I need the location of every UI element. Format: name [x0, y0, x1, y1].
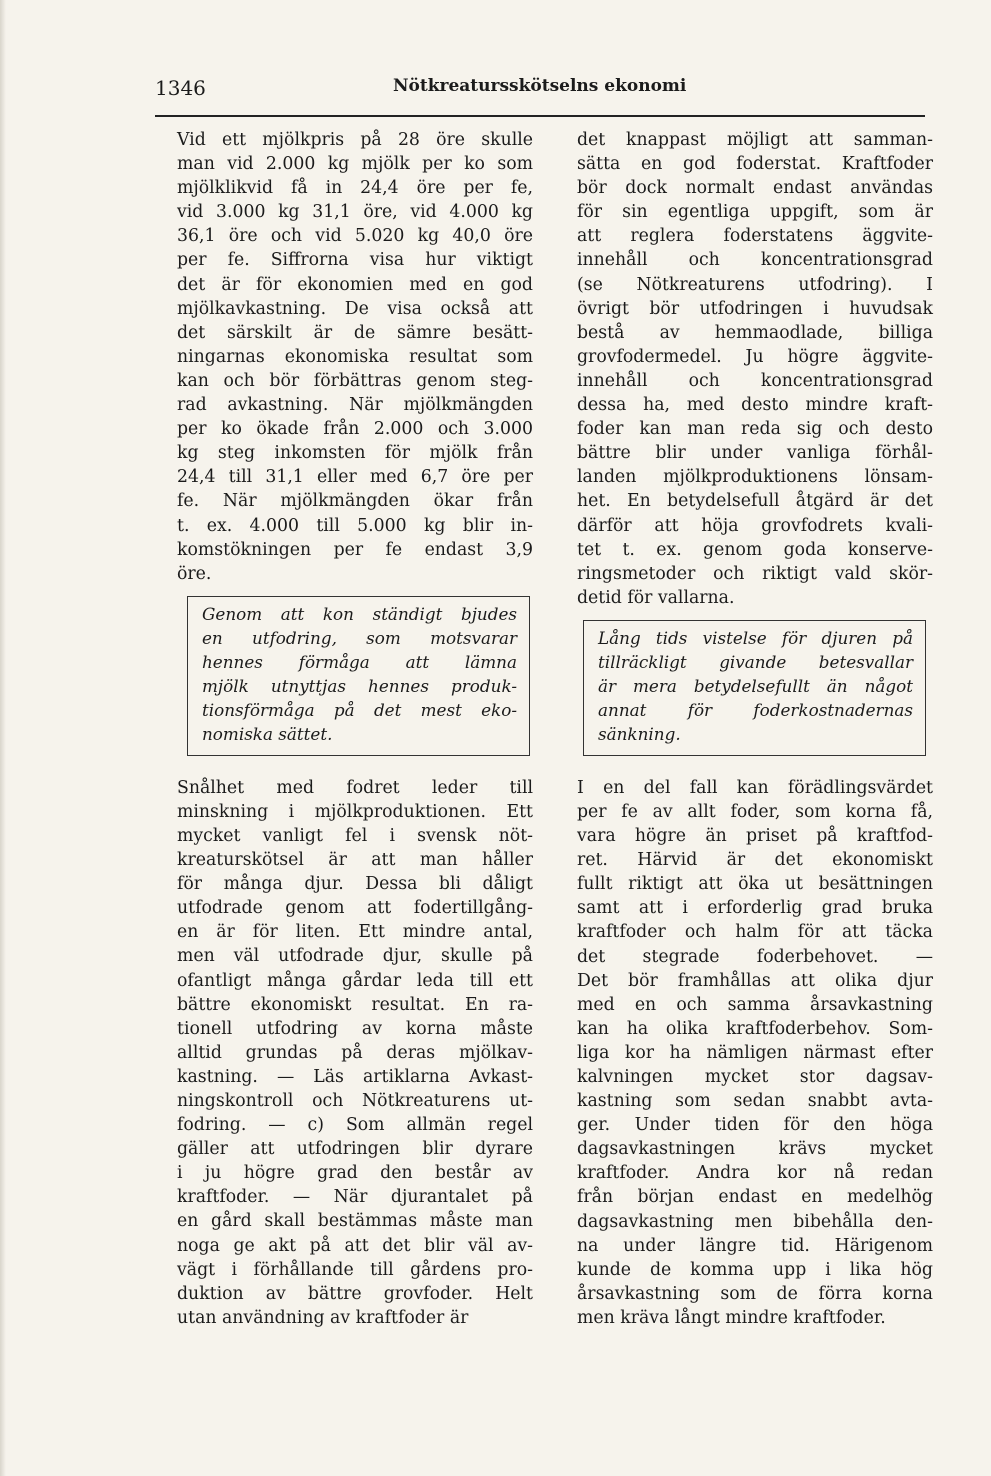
text-line: bör dock normalt endast användas	[577, 178, 933, 199]
page-edge	[0, 0, 6, 1476]
text-line: ofantligt många gårdar leda till ett	[177, 970, 533, 991]
text-line: för sin egentliga uppgift, som är	[577, 202, 933, 223]
text-line: nomiska sättet.	[202, 723, 333, 744]
text-line: en utfodring, som motsvarar	[202, 627, 517, 648]
text-line: tionell utfodring av korna måste	[177, 1018, 533, 1039]
text-line: är mera betydelsefullt än något	[598, 675, 913, 696]
running-title: Nötkreatursskötselns ekonomi	[393, 76, 687, 96]
text-line: gäller att utfodringen blir dyrare	[177, 1139, 533, 1160]
text-line: med en och samma årsavkastning	[577, 994, 933, 1015]
highlight-box	[583, 620, 926, 756]
highlight-box	[187, 596, 530, 756]
right-column	[577, 128, 933, 1330]
page-header	[155, 76, 925, 106]
text-line: Snålhet med fodret leder till	[177, 777, 533, 798]
text-line: mjölk utnyttjas hennes produk-	[202, 675, 517, 696]
text-line: ger. Under tiden för den höga	[577, 1115, 933, 1136]
text-line: mjölkavkastning. De visa också att	[177, 298, 533, 319]
header-rule	[155, 115, 925, 117]
text-line: foder kan man reda sig och desto	[577, 419, 933, 440]
text-line: sänkning.	[598, 723, 681, 744]
text-line: 24,4 till 31,1 eller med 6,7 öre per	[177, 467, 533, 488]
text-line: att reglera foderstatens äggvite-	[577, 226, 933, 247]
text-line: mjölklikvid få in 24,4 öre per fe,	[177, 178, 533, 199]
highlight-text	[598, 626, 913, 746]
text-line: men väl utfodrade djur, skulle på	[177, 946, 533, 967]
text-line: kalvningen mycket stor dagsav-	[577, 1067, 933, 1087]
text-line: årsavkastning som de förra korna	[577, 1283, 933, 1304]
text-line: kastning. — Läs artiklarna Avkast-	[177, 1066, 533, 1087]
text-line: na under längre tid. Härigenom	[577, 1235, 933, 1256]
text-line: kraftfoder. Andra kor nå redan	[577, 1163, 933, 1184]
text-line: en är för liten. Ett mindre antal,	[177, 922, 533, 943]
text-line: vid 3.000 kg 31,1 öre, vid 4.000 kg	[177, 202, 533, 223]
text-line: en gård skall bestämmas måste man	[177, 1211, 533, 1232]
text-line: Genom att kon ständigt bjudes	[202, 603, 517, 624]
text-line: Det bör framhållas att olika djur	[577, 970, 933, 991]
text-line: kraftfoder. — När djurantalet på	[177, 1187, 533, 1208]
text-line: fodring. — c) Som allmän regel	[177, 1115, 533, 1136]
text-line: ret. Härvid är det ekonomiskt	[577, 850, 933, 871]
text-line: man vid 2.000 kg mjölk per ko som	[177, 154, 533, 175]
text-line: komstökningen per fe endast 3,9	[177, 539, 533, 560]
text-line: bättre blir under vanliga förhål-	[577, 443, 933, 464]
text-line: alltid grundas på deras mjölkav-	[177, 1042, 533, 1063]
text-line: öre.	[177, 563, 212, 584]
text-line: ningarnas ekonomiska resultat som	[177, 346, 533, 367]
text-line: landen mjölkproduktionens lönsam-	[577, 467, 933, 488]
text-line: noga ge akt på att det blir väl av-	[177, 1235, 533, 1256]
text-line: mycket vanligt fel i svensk nöt-	[177, 825, 533, 846]
left-column	[177, 128, 533, 1330]
text-line: kastning som sedan snabbt avta-	[577, 1091, 933, 1112]
text-line: men kräva långt mindre kraftfoder.	[577, 1307, 886, 1328]
text-line: i ju högre grad den består av	[177, 1163, 533, 1184]
text-line: dagsavkastningen krävs mycket	[577, 1139, 933, 1160]
highlight-text	[202, 602, 517, 746]
text-line: per ko ökade från 2.000 och 3.000	[177, 419, 533, 440]
text-line: bestå av hemmaodlade, billiga	[577, 322, 933, 343]
text-line: t. ex. 4.000 till 5.000 kg blir in-	[177, 515, 533, 536]
text-line: från början endast en medelhög	[577, 1187, 933, 1208]
text-line: fullt riktigt att öka ut besättningen	[577, 874, 933, 895]
text-line: det särskilt är de sämre besätt-	[177, 322, 533, 343]
text-line: dagsavkastning men bibehålla den-	[577, 1211, 933, 1232]
text-line: grovfodermedel. Ju högre äggvite-	[577, 346, 933, 367]
text-line: kreaturskötsel är att man håller	[177, 850, 533, 871]
text-line: utan användning av kraftfoder är	[177, 1307, 469, 1328]
text-line: rad avkastning. När mjölkmängden	[177, 395, 533, 416]
text-line: kan och bör förbättras genom steg-	[177, 370, 533, 391]
text-line: I en del fall kan förädlingsvärdet	[577, 777, 933, 798]
text-line: innehåll och koncentrationsgrad	[577, 250, 933, 271]
text-line: det stegrade foderbehovet. —	[577, 946, 933, 967]
text-line: per fe av allt foder, som korna få,	[577, 801, 933, 822]
text-line: (se Nötkreaturens utfodring). I	[577, 274, 933, 295]
text-line: innehåll och koncentrationsgrad	[577, 370, 933, 391]
text-line: 36,1 öre och vid 5.020 kg 40,0 öre	[177, 226, 533, 247]
text-line: detid för vallarna.	[577, 587, 735, 608]
text-line: det är för ekonomien med en god	[177, 274, 533, 295]
text-line: sätta en god foderstat. Kraftfoder	[577, 154, 933, 175]
text-line: tillräckligt givande betesvallar	[598, 651, 913, 672]
page-number: 1346	[155, 76, 206, 100]
text-line: övrigt bör utfodringen i huvudsak	[577, 298, 933, 319]
text-line: fe. När mjölkmängden ökar från	[177, 491, 533, 512]
text-line: ningskontroll och Nötkreaturens ut-	[177, 1091, 533, 1111]
paragraph	[577, 776, 933, 1330]
text-line: per fe. Siffrorna visa hur viktigt	[177, 250, 533, 271]
text-line: tet t. ex. genom goda konserve-	[577, 539, 933, 560]
text-line: kan ha olika kraftfoderbehov. Som-	[577, 1018, 933, 1039]
text-line: för många djur. Dessa bli dåligt	[177, 874, 533, 895]
text-line: tionsförmåga på det mest eko-	[202, 699, 517, 720]
paragraph	[577, 128, 933, 610]
paragraph	[177, 128, 533, 586]
text-line: duktion av bättre grovfoder. Helt	[177, 1283, 533, 1304]
text-line: kraftfoder och halm för att täcka	[577, 922, 933, 943]
text-line: hennes förmåga att lämna	[202, 651, 517, 672]
text-line: bättre ekonomiskt resultat. En ra-	[177, 994, 533, 1015]
text-line: därför att höja grovfodrets kvali-	[577, 515, 933, 536]
text-line: annat för foderkostnadernas	[598, 699, 913, 720]
text-line: vara högre än priset på kraftfod-	[577, 826, 933, 847]
text-line: het. En betydelsefull åtgärd är det	[577, 491, 933, 512]
text-line: vägt i förhållande till gårdens pro-	[177, 1259, 533, 1280]
text-line: kunde de komma upp i lika hög	[577, 1259, 933, 1280]
text-line: Lång tids vistelse för djuren på	[598, 627, 913, 648]
text-line: Vid ett mjölkpris på 28 öre skulle	[177, 130, 533, 150]
paragraph	[177, 776, 533, 1330]
text-line: samt att i erforderlig grad bruka	[577, 898, 933, 919]
text-line: utfodrade genom att fodertillgång-	[177, 898, 533, 919]
text-line: kg steg inkomsten för mjölk från	[177, 443, 533, 464]
text-line: dessa ha, med desto mindre kraft-	[577, 395, 933, 416]
text-line: det knappast möjligt att samman-	[577, 130, 933, 150]
text-line: ringsmetoder och riktigt vald skör-	[577, 563, 933, 584]
text-line: liga kor ha nämligen närmast efter	[577, 1042, 933, 1063]
text-line: minskning i mjölkproduktionen. Ett	[177, 801, 533, 822]
